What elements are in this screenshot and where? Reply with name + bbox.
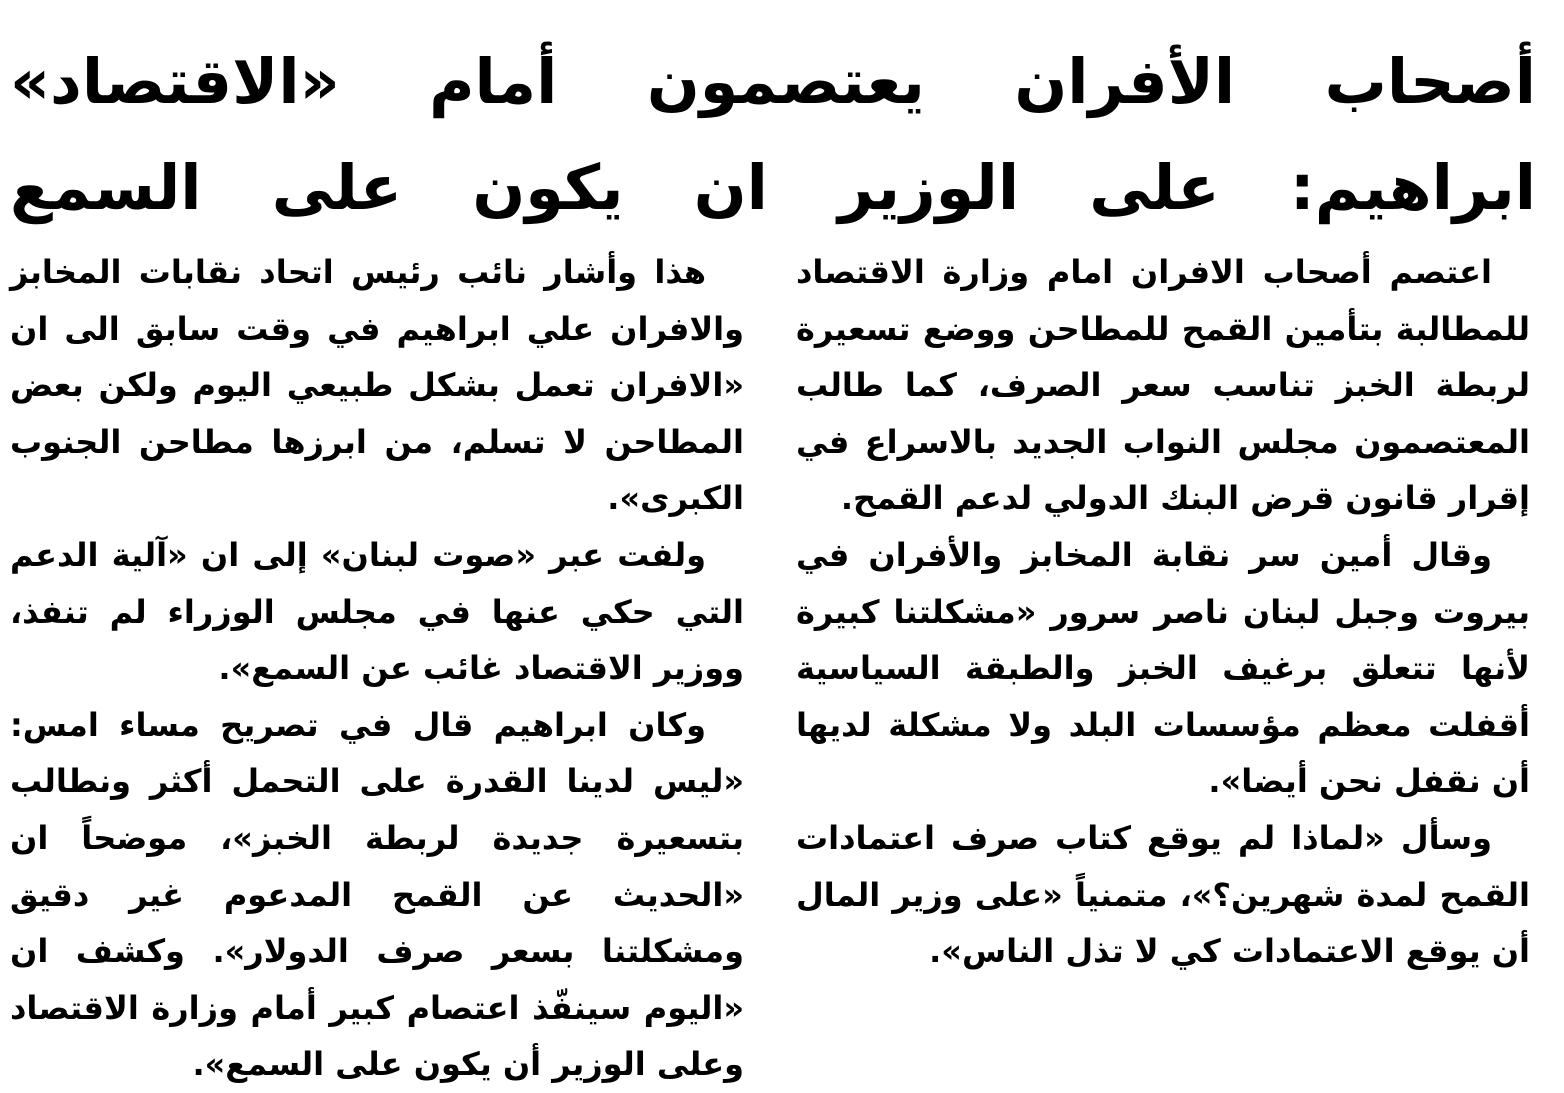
- paragraph: وقال أمين سر نقابة المخابز والأفران في بيروت وجبل لبنان ناصر سرور «مشكلتنا كبيرة لأنها تتعلق برغيف الخبز والطبقة السياسية أقفلت معظم مؤسسات البلد ولا مشكلة لديها أن نقفل نحن أيضا».: [796, 535, 1530, 801]
- paragraph: وسأل «لماذا لم يوقع كتاب صرف اعتمادات القمح لمدة شهرين؟»، متمنياً «على وزير المال أن يوقع الاعتمادات كي لا تذل الناس».: [796, 818, 1530, 971]
- headline-line-2: ابراهيم: على الوزير ان يكون على السمع: [10, 151, 1536, 224]
- paragraph: ولفت عبر «صوت لبنان» إلى ان «آلية الدعم التي حكي عنها في مجلس الوزراء لم تنفذ، ووزير الاقتصاد غائب عن السمع».: [10, 535, 744, 688]
- article-column-right: [796, 244, 1530, 980]
- paragraph: وكان ابراهيم قال في تصريح مساء امس: «ليس لدينا القدرة على التحمل أكثر ونطالب بتسعيرة جديدة لربطة الخبز»، موضحاً ان «الحديث عن القمح المدعوم غير دقيق ومشكلتنا بسعر صرف الدولار». وكشف ان «اليوم سينفّذ اعتصام كبير أمام وزارة الاقتصاد وعلى الوزير أن يكون على السمع».: [10, 705, 744, 1084]
- article-column-left: [10, 244, 744, 1093]
- paragraph: هذا وأشار نائب رئيس اتحاد نقابات المخابز والافران علي ابراهيم في وقت سابق الى ان «الافران تعمل بشكل طبيعي اليوم ولكن بعض المطاحن لا تسلم، من ابرزها مطاحن الجنوب الكبرى».: [10, 253, 744, 518]
- paragraph: اعتصم أصحاب الافران امام وزارة الاقتصاد للمطالبة بتأمين القمح للمطاحن ووضع تسعيرة لربطة الخبز تناسب سعر الصرف، كما طالب المعتصمون مجلس النواب الجديد بالاسراع في إقرار قانون قرض البنك الدولي لدعم القمح.: [796, 253, 1530, 518]
- headline-line-1: أصحاب الأفران يعتصمون أمام «الاقتصاد»: [10, 45, 1536, 118]
